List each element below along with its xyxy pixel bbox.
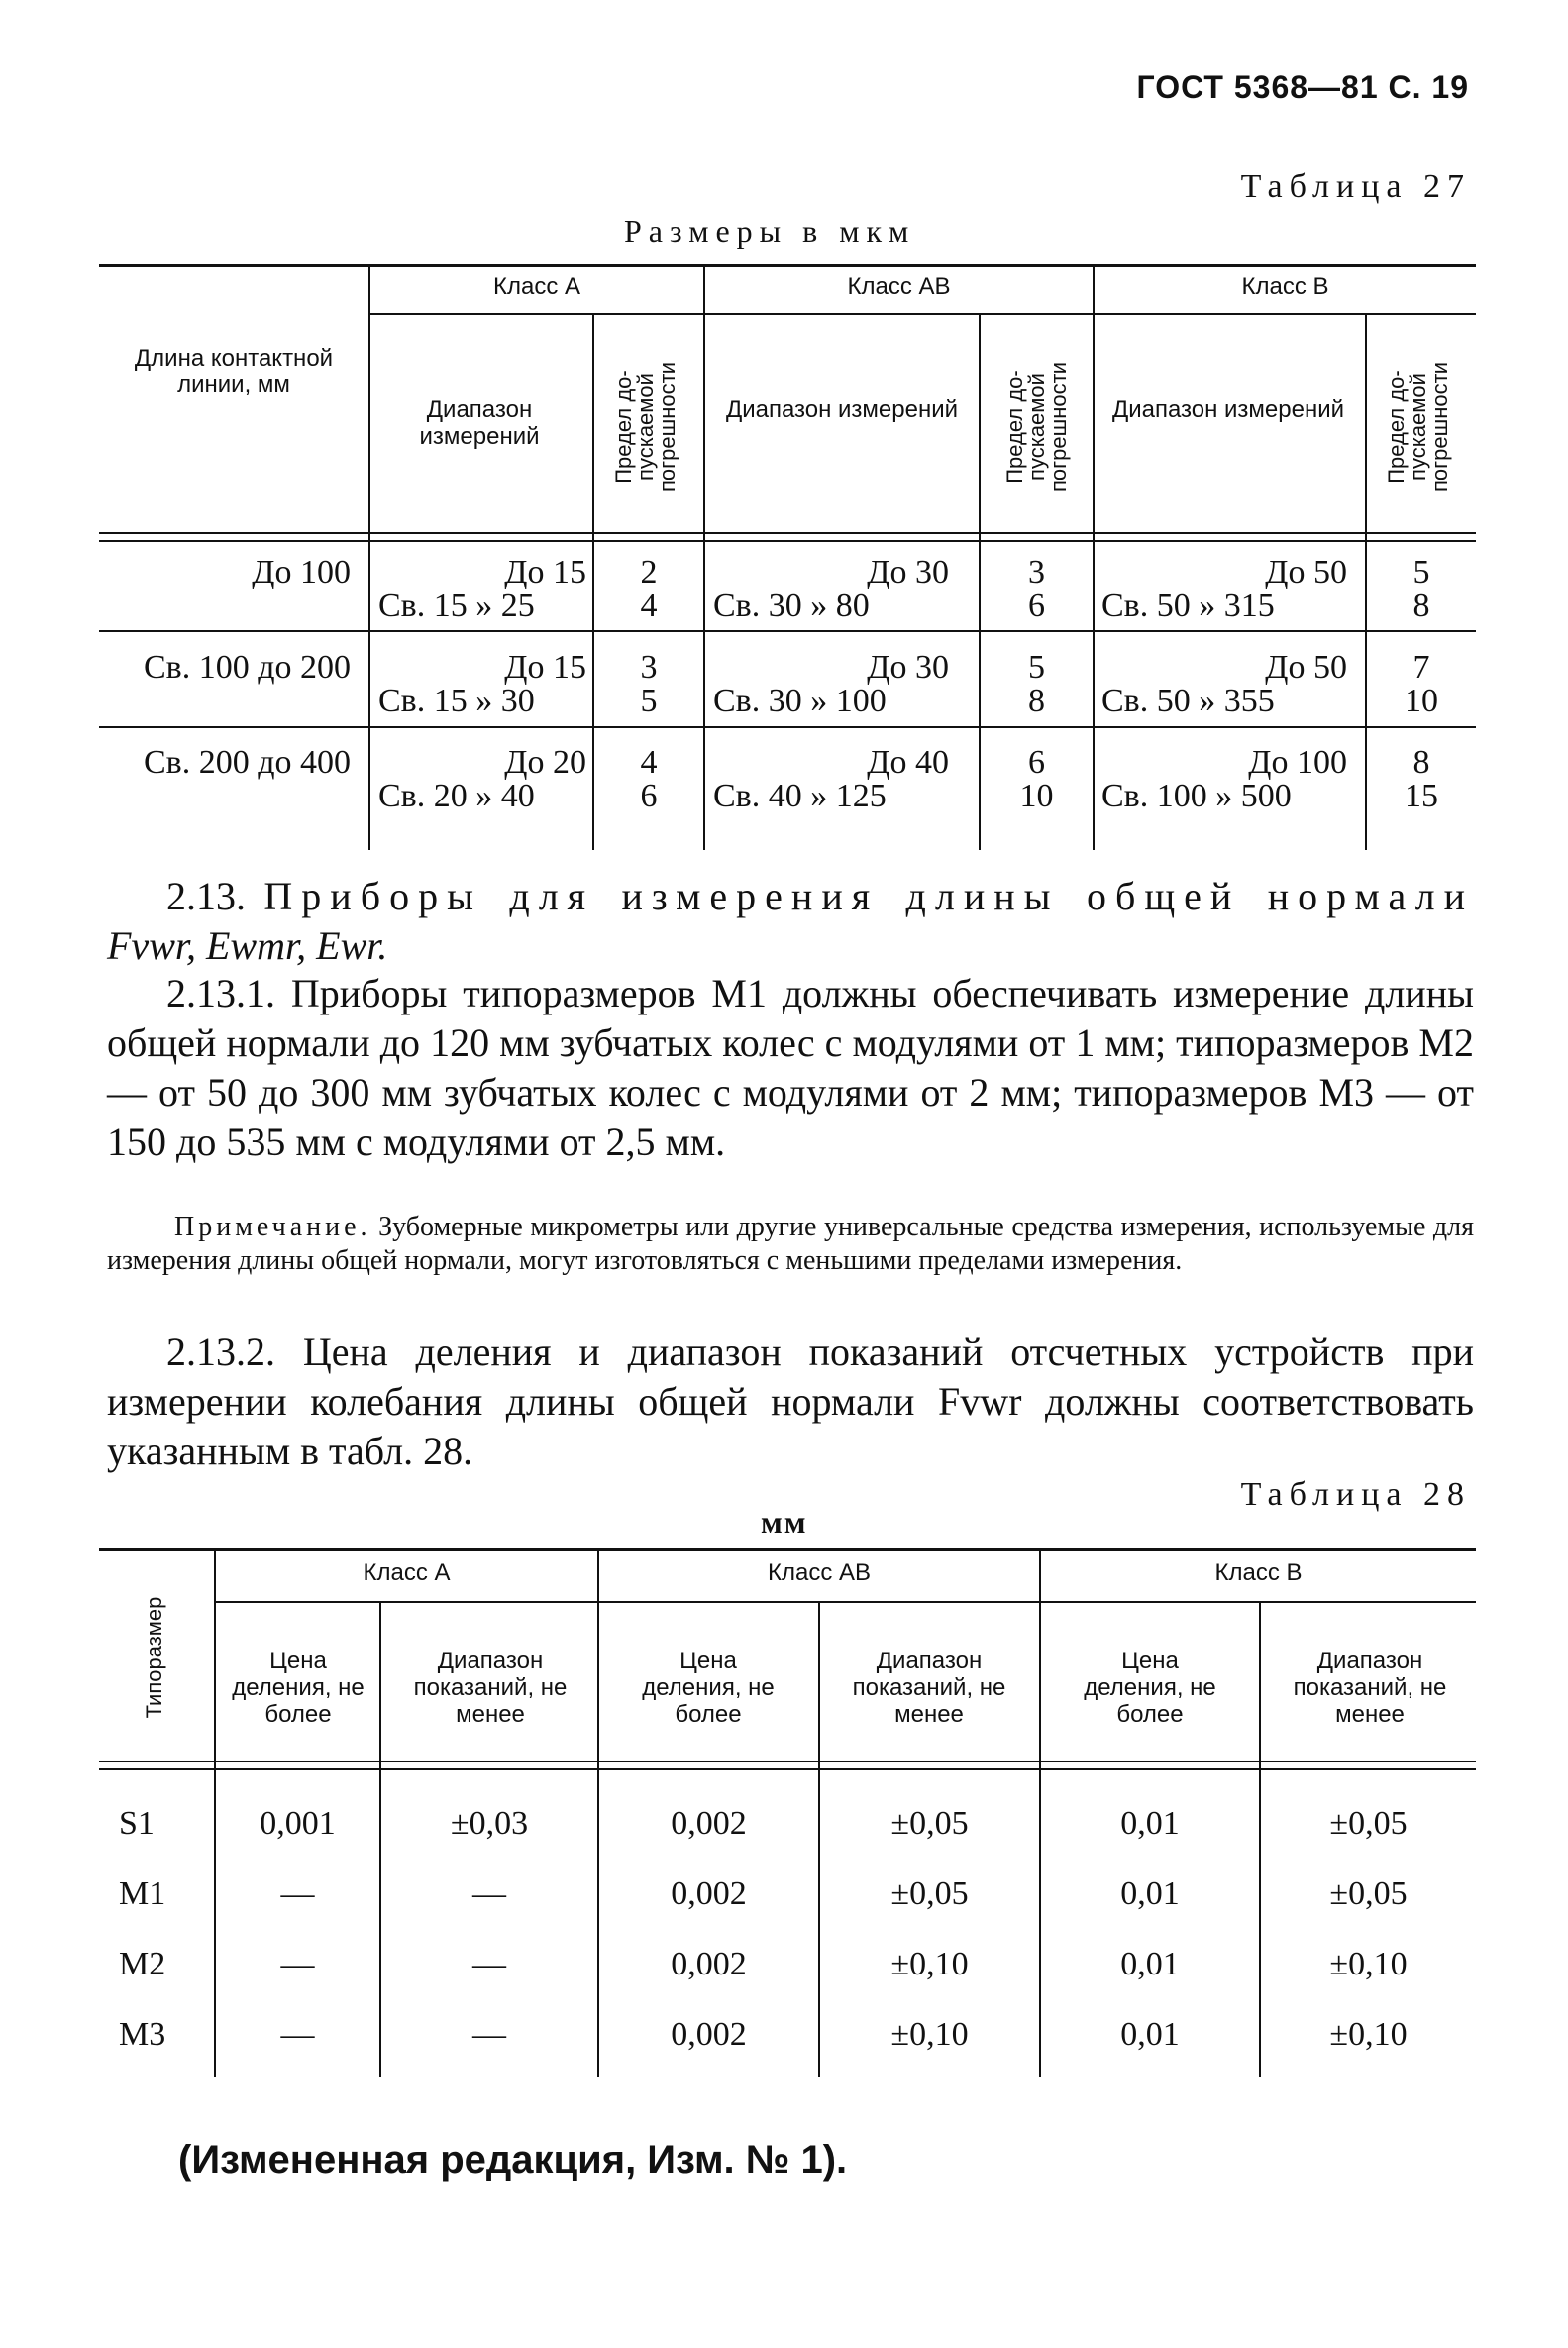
table28-class-rule [216,1601,1476,1603]
table27-class-a-header: Класс А [492,273,580,300]
paragraph-2-13-2: 2.13.2. Цена деления и диапазон показаний отсчетных устройств при измерении колебания длины общей нормали Fvwr должны соответствовать указанным в табл. 28. [107,1330,1474,1473]
table27-row2-b-range2: Св. 50 » 355 [1101,683,1275,719]
table28-title: Таблица 28 [1240,1476,1471,1513]
table28-row2-ab-price: 0,002 [671,1875,747,1912]
table27-row2-b-limit2: 10 [1405,683,1438,719]
table27-row3-length: Св. 200 до 400 [143,744,351,781]
limit-header-line: пускаемой [1024,374,1049,480]
table27-ab-range-header: Диапазон измерений [725,396,959,423]
revision-note: (Измененная редакция, Изм. № 1). [178,2138,848,2182]
table27-row1-a-range1: До 15 [504,554,586,590]
table28-row1-a-price: 0,001 [260,1805,336,1842]
table27-row1-b-range1: До 50 [1265,554,1347,590]
table28-row4-ab-range: ±0,10 [890,2016,969,2053]
limit-header-line: пускаемой [633,374,658,480]
table27-row2-a-range1: До 15 [504,649,586,686]
limit-header-line: погрешности [1427,361,1452,493]
limit-header-line: погрешности [655,361,679,493]
table28-head-rule-2 [99,1768,1476,1770]
table27-row3-a-limit2: 6 [640,778,658,814]
table27-b-range-header: Диапазон измерений [1111,396,1345,423]
section-2-13-title: Приборы для измерения длины общей нормали [263,874,1475,918]
table27-row2-ab-limit2: 8 [1028,683,1045,719]
table28-row2-ab-range: ±0,05 [890,1875,969,1912]
table27-row1-length: До 100 [252,554,351,590]
table28-row3-b-range: ±0,10 [1329,1946,1408,1982]
table28-row3-a-price: — [280,1946,315,1982]
table28-a-price-header: Цена деления, не более [232,1648,365,1728]
table27-units: Размеры в мкм [624,213,916,249]
limit-header-line: Предел до- [1384,370,1409,484]
table27-length-header: Длина контактной линии, мм [134,345,334,398]
table28-row4-b-price: 0,01 [1120,2016,1180,2053]
limit-header-line: Предел до- [611,370,636,484]
limit-header-line: пускаемой [1406,374,1430,480]
table27-row3-ab-limit1: 6 [1028,744,1045,781]
table28-units-text: мм [761,1504,808,1540]
table28-row3-a-range: — [472,1946,506,1982]
table28-row1-b-price: 0,01 [1120,1805,1180,1842]
table28-row4-a-price: — [280,2016,315,2053]
table27-row3-b-limit2: 15 [1405,778,1438,814]
table27-row3-ab-range2: Св. 40 » 125 [713,778,887,814]
table28-top-rule [99,1548,1476,1551]
table28-row2-a-price: — [280,1875,315,1912]
table28-class-a-header: Класс А [363,1559,451,1586]
table28-row4-a-range: — [472,2016,506,2053]
table28-ab-range-header: Диапазон показаний, не менее [852,1648,1006,1728]
table28-row2-type: M1 [119,1875,166,1912]
table28-row2-b-range: ±0,05 [1329,1875,1408,1912]
running-head: ГОСТ 5368—81 С. 19 [1136,69,1469,105]
table27-row3-a-range1: До 20 [504,744,586,781]
table28-row4-ab-price: 0,002 [671,2016,747,2053]
limit-header-line: Предел до- [1002,370,1027,484]
table27-row2-ab-range1: До 30 [867,649,949,686]
table27-row2-b-limit1: 7 [1412,649,1430,686]
table28-row4-type: M3 [119,2016,166,2053]
table27-row1-b-limit2: 8 [1412,587,1430,624]
table28-row2-b-price: 0,01 [1120,1875,1180,1912]
table27-title: Таблица 27 [1240,168,1471,205]
table27-row1-a-limit1: 2 [640,554,658,590]
table27-row1-ab-limit1: 3 [1028,554,1045,590]
table28-b-price-header: Цена деления, не более [1084,1648,1216,1728]
table27-row2-a-limit2: 5 [640,683,658,719]
table28-row1-type: S1 [119,1805,155,1842]
table27-row3-a-limit1: 4 [640,744,658,781]
table28-row2-a-range: — [472,1875,506,1912]
table28-head-rule-1 [99,1761,1476,1762]
table28-type-header: Типоразмер [142,1596,166,1719]
table27-row1-b-range2: Св. 50 » 315 [1101,587,1275,624]
table27-row2-ab-limit1: 5 [1028,649,1045,686]
table27-row3-a-range2: Св. 20 » 40 [378,778,535,814]
table27-a-range-header: Диапазон измерений [419,396,540,450]
table28-row3-type: M2 [119,1946,166,1982]
table28-row1-a-range: ±0,03 [450,1805,529,1842]
table28-class-b-header: Класс В [1214,1559,1303,1586]
table28-row3-b-price: 0,01 [1120,1946,1180,1982]
table27-row1-b-limit1: 5 [1412,554,1430,590]
table27-row2-ab-range2: Св. 30 » 100 [713,683,887,719]
paragraph-2-13-1: 2.13.1. Приборы типоразмеров М1 должны обеспечивать измерение длины общей нормали до 120 мм зубчатых колес с модулями от 1 мм; типоразмеров М2 — от 50 до 300 мм зубчатых колес с модулями от 2 мм; типоразмеров М3 — от 150 до 535 мм с модулями от 2,5 мм. [107,971,1474,1164]
table27-row3-ab-limit2: 10 [1019,778,1054,814]
limit-header-line: погрешности [1046,361,1071,493]
table27-row2-a-limit1: 3 [640,649,658,686]
table27-row3-b-range1: До 100 [1248,744,1347,781]
table28-ab-price-header: Цена деления, не более [642,1648,775,1728]
table28-row1-b-range: ±0,05 [1329,1805,1408,1842]
table27-class-b-header: Класс В [1241,273,1329,300]
table28-class-ab-header: Класс АВ [767,1559,871,1586]
table28-row3-ab-range: ±0,10 [890,1946,969,1982]
table27-row2-a-range2: Св. 15 » 30 [378,683,535,719]
table27-row3-b-range2: Св. 100 » 500 [1101,778,1292,814]
table27-row1-ab-limit2: 6 [1028,587,1045,624]
section-2-13-symbols: Fvwr, Ewmr, Ewr. [107,923,388,968]
note-label: Примечание. [174,1212,371,1242]
note-text: Зубомерные микрометры или другие универсальные средства измерения, используемые для измерения длины общей нормали, могут изготовляться с меньшими пределами измерения. [107,1212,1475,1276]
table27-row1-ab-range1: До 30 [867,554,949,590]
table27-row3-ab-range1: До 40 [867,744,949,781]
table27-row3-b-limit1: 8 [1412,744,1430,781]
table28-row3-ab-price: 0,002 [671,1946,747,1982]
table28-b-range-header: Диапазон показаний, не менее [1293,1648,1447,1728]
table28-row1-ab-range: ±0,05 [890,1805,969,1842]
table28-row4-b-range: ±0,10 [1329,2016,1408,2053]
table28-row1-ab-price: 0,002 [671,1805,747,1842]
section-2-13-number: 2.13. [166,874,246,918]
table28-a-range-header: Диапазон показаний, не менее [413,1648,568,1728]
table27-row2-b-range1: До 50 [1265,649,1347,686]
table27-row1-a-limit2: 4 [640,587,658,624]
table27-row1-a-range2: Св. 15 » 25 [378,587,535,624]
table27-class-ab-header: Класс АВ [847,273,951,300]
table27-row1-ab-range2: Св. 30 » 80 [713,587,870,624]
table27-row2-length: Св. 100 до 200 [143,649,351,686]
